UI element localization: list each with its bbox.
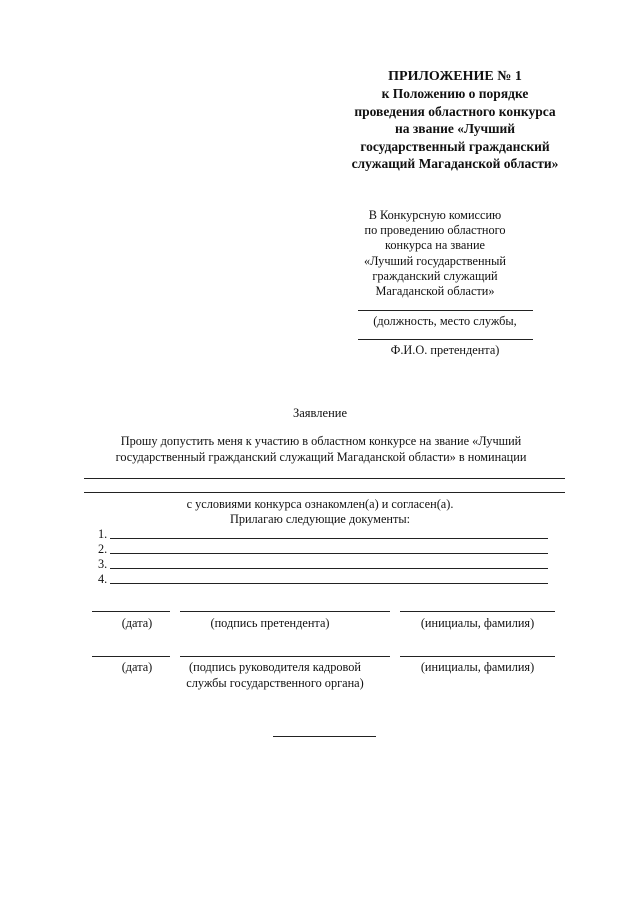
doc-number: 3. [98, 557, 108, 571]
date-caption: (дата) [121, 660, 153, 674]
doc-fill-line [110, 583, 548, 584]
name-fill-line [400, 656, 555, 657]
statement-heading: Заявление [292, 406, 347, 420]
appendix-line: служащий Магаданской области» [351, 156, 559, 172]
name-fill-line [400, 611, 555, 612]
statement-body-line: государственный гражданский служащий Магаданской области» в номинации [115, 449, 527, 464]
statement-body-line: Прошу допустить меня к участию в областном конкурсе на звание «Лучший [120, 434, 522, 448]
name-caption: Ф.И.О. претендента) [390, 343, 500, 357]
appendix-header [310, 68, 600, 172]
date-fill-line [92, 611, 170, 612]
nomination-fill-line [84, 478, 565, 479]
appendix-line: государственный гражданский [360, 138, 550, 154]
addressee-line: по проведению областного [364, 223, 506, 238]
doc-fill-line [110, 538, 548, 539]
doc-number: 2. [98, 542, 108, 556]
initials-caption: (инициалы, фамилия) [420, 616, 535, 630]
doc-number: 1. [98, 527, 108, 541]
position-caption: (должность, место службы, [373, 314, 517, 328]
signature-fill-line [180, 656, 390, 657]
closing-separator [273, 736, 376, 737]
addressee-block [340, 208, 530, 299]
addressee-line: гражданский служащий [372, 268, 498, 283]
addressee-line: Магаданской области» [375, 284, 495, 299]
appendix-title: ПРИЛОЖЕНИЕ № 1 [388, 69, 522, 84]
doc-number: 4. [98, 572, 108, 586]
date-fill-line [92, 656, 170, 657]
addressee-line: «Лучший государственный [364, 253, 506, 268]
hr-signature-caption-line: службы государственного органа) [186, 675, 364, 690]
addressee-line: конкурса на звание [384, 238, 485, 253]
addressee-line: В Конкурсную комиссию [368, 208, 502, 222]
date-caption: (дата) [121, 616, 153, 630]
statement-body [96, 434, 546, 465]
attach-text: Прилагаю следующие документы: [229, 512, 411, 526]
appendix-line: к Положению о порядке [381, 86, 529, 102]
signature-caption: (подпись претендента) [210, 616, 330, 630]
appendix-line: на звание «Лучший [394, 121, 516, 137]
doc-fill-line [110, 568, 548, 569]
agreement-text: с условиями конкурса ознакомлен(а) и согласен(а). [186, 497, 454, 511]
signature-fill-line [180, 611, 390, 612]
name-fill-line [358, 339, 533, 340]
doc-fill-line [110, 553, 548, 554]
initials-caption: (инициалы, фамилия) [420, 660, 535, 674]
nomination-fill-line [84, 492, 565, 493]
hr-signature-caption-line: (подпись руководителя кадровой [189, 660, 361, 674]
hr-signature-caption [170, 660, 380, 691]
position-fill-line [358, 310, 533, 311]
appendix-line: проведения областного конкурса [354, 103, 556, 119]
